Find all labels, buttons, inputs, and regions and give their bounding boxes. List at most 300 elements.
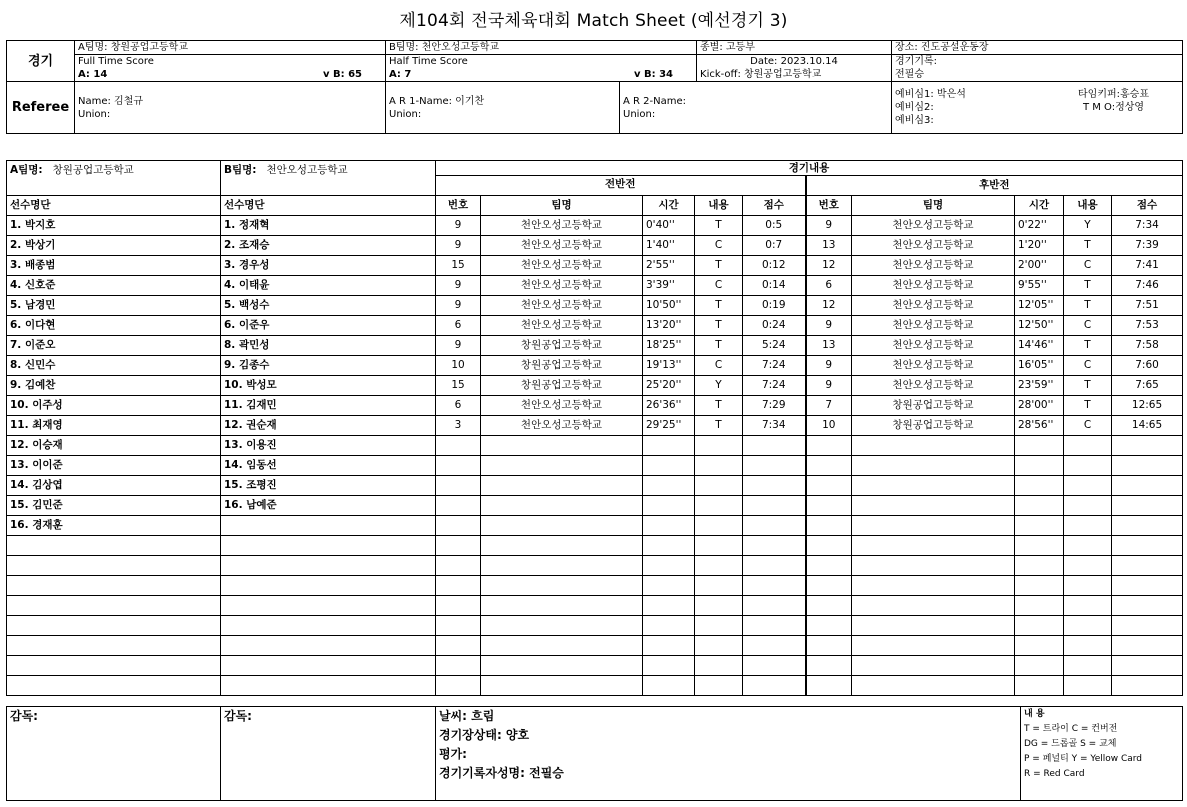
player-a: 8. 신민수	[7, 356, 221, 376]
event-score	[743, 456, 806, 476]
event-time: 12'05''	[1015, 296, 1064, 316]
date-kickoff	[697, 55, 892, 82]
event-time: 23'59''	[1015, 376, 1064, 396]
event-team: 천안오성고등학교	[481, 416, 643, 436]
event-team	[481, 596, 643, 616]
event-score	[743, 556, 806, 576]
event-team: 천안오성고등학교	[852, 236, 1015, 256]
event-num	[806, 616, 852, 636]
event-score	[743, 596, 806, 616]
table-row	[7, 216, 1183, 236]
event-type	[695, 596, 743, 616]
event-time	[1015, 476, 1064, 496]
event-score: 7:34	[743, 416, 806, 436]
event-type: T	[1064, 376, 1112, 396]
event-time	[1015, 656, 1064, 676]
full-time-a: A: 14	[78, 69, 108, 80]
event-type: C	[695, 236, 743, 256]
event-time	[643, 516, 695, 536]
player-b	[221, 636, 436, 656]
event-type: T	[695, 216, 743, 236]
event-type	[695, 536, 743, 556]
event-type	[1064, 556, 1112, 576]
event-score	[743, 656, 806, 676]
event-num	[436, 596, 481, 616]
event-time: 25'20''	[643, 376, 695, 396]
tmo: T M O:정상영	[1082, 102, 1145, 113]
player-b	[221, 616, 436, 636]
event-num: 9	[436, 236, 481, 256]
reserve-1: 예비심1: 박은석	[895, 89, 966, 100]
player-b	[221, 676, 436, 696]
event-num	[806, 576, 852, 596]
event-score	[743, 436, 806, 456]
event-time	[1015, 576, 1064, 596]
table-row	[7, 536, 1183, 556]
team-b-title: 천안오성고등학교	[266, 164, 348, 176]
event-time	[643, 536, 695, 556]
event-num: 13	[806, 236, 852, 256]
full-time-b: v B: 65	[322, 69, 362, 80]
event-num	[806, 536, 852, 556]
kickoff: Kick-off: 창원공업고등학교	[700, 69, 822, 80]
match-date: Date: 2023.10.14	[750, 56, 838, 67]
team-a-title: 창원공업고등학교	[52, 164, 134, 176]
event-num: 9	[806, 316, 852, 336]
event-team	[852, 456, 1015, 476]
event-team	[852, 676, 1015, 696]
coach-b: 감독:	[221, 707, 436, 801]
event-time	[643, 636, 695, 656]
event-num: 9	[436, 276, 481, 296]
event-score: 7:46	[1112, 276, 1183, 296]
event-team: 천안오성고등학교	[852, 216, 1015, 236]
event-num: 10	[436, 356, 481, 376]
referee-name: Name: 김철규	[78, 95, 144, 107]
legend	[1021, 707, 1183, 801]
weather: 날씨: 흐림	[439, 709, 495, 723]
event-num	[806, 476, 852, 496]
event-num	[806, 436, 852, 456]
event-time: 0'40''	[643, 216, 695, 236]
event-type	[695, 636, 743, 656]
event-time	[1015, 436, 1064, 456]
event-team: 천안오성고등학교	[852, 336, 1015, 356]
ar2-name: A R 2-Name:	[623, 95, 686, 107]
player-a: 5. 남경민	[7, 296, 221, 316]
event-type: C	[695, 276, 743, 296]
player-a: 14. 김상엽	[7, 476, 221, 496]
event-score: 7:53	[1112, 316, 1183, 336]
event-team	[481, 616, 643, 636]
event-num: 6	[806, 276, 852, 296]
table-row	[7, 476, 1183, 496]
recorder	[892, 55, 1183, 82]
event-type: Y	[695, 376, 743, 396]
event-score	[1112, 476, 1183, 496]
player-b: 15. 조평진	[221, 476, 436, 496]
event-team: 천안오성고등학교	[852, 316, 1015, 336]
event-score: 7:24	[743, 356, 806, 376]
event-time	[1015, 456, 1064, 476]
team-a-name: A팀명: 창원공업고등학교	[75, 41, 386, 55]
player-a	[7, 576, 221, 596]
event-time	[643, 676, 695, 696]
event-time	[643, 436, 695, 456]
event-time: 19'13''	[643, 356, 695, 376]
event-type: C	[1064, 256, 1112, 276]
event-score: 7:34	[1112, 216, 1183, 236]
event-num: 12	[806, 296, 852, 316]
player-b: 2. 조재승	[221, 236, 436, 256]
event-time: 10'50''	[643, 296, 695, 316]
event-type	[695, 576, 743, 596]
player-a: 13. 이이준	[7, 456, 221, 476]
column-header-type: 내용	[1064, 196, 1112, 216]
page-title: 제104회 전국체육대회 Match Sheet (예선경기 3)	[399, 11, 788, 31]
table-row	[7, 656, 1183, 676]
event-time	[1015, 516, 1064, 536]
event-num	[806, 556, 852, 576]
event-time	[1015, 636, 1064, 656]
table-row	[7, 276, 1183, 296]
column-header-team: 팀명	[481, 196, 643, 216]
event-num	[436, 456, 481, 476]
event-score: 0:14	[743, 276, 806, 296]
full-time-score	[75, 55, 386, 82]
event-time	[643, 456, 695, 476]
player-a: 16. 경재훈	[7, 516, 221, 536]
event-type	[695, 556, 743, 576]
player-b: 16. 남예준	[221, 496, 436, 516]
event-time: 14'46''	[1015, 336, 1064, 356]
event-type	[695, 656, 743, 676]
event-num: 9	[436, 296, 481, 316]
event-type	[1064, 476, 1112, 496]
player-b	[221, 556, 436, 576]
event-type	[1064, 656, 1112, 676]
event-num: 13	[806, 336, 852, 356]
event-num	[806, 496, 852, 516]
player-a	[7, 656, 221, 676]
event-time	[1015, 556, 1064, 576]
event-num	[436, 676, 481, 696]
event-team: 창원공업고등학교	[481, 376, 643, 396]
event-num	[436, 636, 481, 656]
event-score	[743, 516, 806, 536]
half-time-b: v B: 34	[633, 69, 674, 80]
event-num: 15	[436, 256, 481, 276]
event-team	[852, 596, 1015, 616]
column-header-time: 시간	[1015, 196, 1064, 216]
table-row	[7, 516, 1183, 536]
event-num: 7	[806, 396, 852, 416]
event-time: 28'56''	[1015, 416, 1064, 436]
half-time-score	[386, 55, 697, 82]
event-team	[852, 636, 1015, 656]
event-num	[436, 476, 481, 496]
event-score: 0:5	[743, 216, 806, 236]
player-b: 6. 이준우	[221, 316, 436, 336]
player-a: 6. 이다현	[7, 316, 221, 336]
table-row	[7, 256, 1183, 276]
player-b: 12. 권순재	[221, 416, 436, 436]
event-score	[743, 576, 806, 596]
column-header-type: 내용	[695, 196, 743, 216]
player-b: 3. 경우성	[221, 256, 436, 276]
event-num: 3	[436, 416, 481, 436]
event-num	[806, 636, 852, 656]
player-a	[7, 616, 221, 636]
event-type: T	[695, 256, 743, 276]
table-row	[7, 356, 1183, 376]
table-row	[7, 596, 1183, 616]
player-b: 4. 이태윤	[221, 276, 436, 296]
event-num: 6	[436, 316, 481, 336]
event-team: 천안오성고등학교	[481, 276, 643, 296]
player-a: 15. 김민준	[7, 496, 221, 516]
event-team: 창원공업고등학교	[481, 356, 643, 376]
event-num	[436, 556, 481, 576]
match-conditions	[436, 707, 1021, 801]
event-team: 창원공업고등학교	[481, 336, 643, 356]
event-time: 1'20''	[1015, 236, 1064, 256]
event-num: 10	[806, 416, 852, 436]
event-type	[1064, 456, 1112, 476]
half-time-a: A: 7	[389, 69, 412, 80]
event-type: T	[1064, 336, 1112, 356]
event-score	[1112, 496, 1183, 516]
half-time-label: Half Time Score	[389, 56, 468, 67]
footer-table	[6, 706, 1183, 801]
event-score: 7:29	[743, 396, 806, 416]
event-type	[1064, 676, 1112, 696]
category: 종별: 고등부	[697, 41, 892, 55]
field-condition: 경기장상태: 양호	[439, 728, 530, 742]
event-type: T	[695, 316, 743, 336]
event-num	[436, 656, 481, 676]
coach-a: 감독:	[7, 707, 221, 801]
legend-line-4: R = Red Card	[1024, 769, 1085, 779]
event-team	[481, 496, 643, 516]
event-num: 9	[806, 216, 852, 236]
team-b-name: B팀명: 천안오성고등학교	[386, 41, 697, 55]
legend-line-3: P = 페널티 Y = Yellow Card	[1024, 754, 1143, 764]
event-score: 7:24	[743, 376, 806, 396]
column-header-num: 번호	[436, 196, 481, 216]
table-row	[7, 396, 1183, 416]
event-score: 7:58	[1112, 336, 1183, 356]
referee-label: Referee	[7, 82, 75, 134]
match-table	[6, 160, 1183, 696]
event-type	[695, 496, 743, 516]
event-num: 6	[436, 396, 481, 416]
column-header-score: 점수	[1112, 196, 1183, 216]
reserve-3: 예비심3:	[895, 115, 934, 126]
event-type	[1064, 516, 1112, 536]
team-a-header	[7, 161, 221, 196]
player-b: 9. 김종수	[221, 356, 436, 376]
recorder-signature: 경기기록자성명: 전필승	[439, 766, 564, 780]
event-score: 7:60	[1112, 356, 1183, 376]
player-a	[7, 676, 221, 696]
event-team	[852, 576, 1015, 596]
event-time: 13'20''	[643, 316, 695, 336]
table-row	[7, 456, 1183, 476]
event-team	[481, 656, 643, 676]
event-team: 천안오성고등학교	[852, 256, 1015, 276]
event-score: 7:51	[1112, 296, 1183, 316]
event-time: 3'39''	[643, 276, 695, 296]
ar1-name: A R 1-Name: 이기찬	[389, 95, 485, 107]
player-a: 1. 박지호	[7, 216, 221, 236]
event-num	[436, 576, 481, 596]
event-time: 9'55''	[1015, 276, 1064, 296]
column-header-time: 시간	[643, 196, 695, 216]
event-team	[481, 516, 643, 536]
event-num	[806, 596, 852, 616]
player-a	[7, 636, 221, 656]
player-a	[7, 596, 221, 616]
event-score	[743, 496, 806, 516]
event-type: T	[1064, 236, 1112, 256]
event-team: 천안오성고등학교	[481, 296, 643, 316]
event-score	[1112, 556, 1183, 576]
event-time	[643, 496, 695, 516]
player-a: 7. 이준오	[7, 336, 221, 356]
player-a: 11. 최재영	[7, 416, 221, 436]
player-a	[7, 536, 221, 556]
event-score: 7:41	[1112, 256, 1183, 276]
roster-header-b: 선수명단	[221, 196, 436, 216]
legend-title: 내 용	[1024, 709, 1045, 719]
event-team: 천안오성고등학교	[481, 316, 643, 336]
event-num	[436, 516, 481, 536]
referee-union: Union:	[78, 108, 111, 120]
event-num	[806, 516, 852, 536]
event-team	[481, 476, 643, 496]
evaluation: 평가:	[439, 747, 467, 761]
player-a: 10. 이주성	[7, 396, 221, 416]
event-time	[1015, 536, 1064, 556]
officials-info	[892, 82, 1183, 134]
column-header-num: 번호	[806, 196, 852, 216]
event-score	[743, 536, 806, 556]
event-score: 0:19	[743, 296, 806, 316]
event-type	[1064, 616, 1112, 636]
event-num	[806, 456, 852, 476]
event-score	[1112, 516, 1183, 536]
table-row	[7, 236, 1183, 256]
player-b: 13. 이용진	[221, 436, 436, 456]
event-time	[1015, 616, 1064, 636]
team-a-label: A팀명:	[10, 164, 43, 176]
table-row	[7, 376, 1183, 396]
event-type: C	[695, 356, 743, 376]
event-num	[806, 676, 852, 696]
event-team	[852, 436, 1015, 456]
event-score	[1112, 616, 1183, 636]
table-row	[7, 556, 1183, 576]
table-row	[7, 496, 1183, 516]
event-num: 9	[806, 356, 852, 376]
event-score	[743, 636, 806, 656]
event-time	[643, 576, 695, 596]
table-row	[7, 316, 1183, 336]
table-row	[7, 576, 1183, 596]
table-row	[7, 616, 1183, 636]
player-a: 9. 김예찬	[7, 376, 221, 396]
team-b-label: B팀명:	[224, 164, 257, 176]
timekeeper: 타임키퍼:홍승표	[1078, 89, 1150, 100]
column-header-team: 팀명	[852, 196, 1015, 216]
event-score: 5:24	[743, 336, 806, 356]
event-time: 2'55''	[643, 256, 695, 276]
event-type: C	[1064, 356, 1112, 376]
event-time	[643, 476, 695, 496]
player-b: 11. 김재민	[221, 396, 436, 416]
event-time: 1'40''	[643, 236, 695, 256]
event-type: T	[695, 336, 743, 356]
event-num: 9	[806, 376, 852, 396]
player-b: 5. 백성수	[221, 296, 436, 316]
event-team: 천안오성고등학교	[852, 376, 1015, 396]
reserve-2: 예비심2:	[895, 102, 934, 113]
event-team	[852, 516, 1015, 536]
event-team: 천안오성고등학교	[481, 256, 643, 276]
event-score: 12:65	[1112, 396, 1183, 416]
event-score: 14:65	[1112, 416, 1183, 436]
ar2-info	[620, 82, 892, 134]
player-b	[221, 536, 436, 556]
ar2-union: Union:	[623, 108, 656, 120]
event-score: 0:24	[743, 316, 806, 336]
event-team	[852, 556, 1015, 576]
event-type	[1064, 596, 1112, 616]
table-row	[7, 416, 1183, 436]
event-time: 28'00''	[1015, 396, 1064, 416]
event-team	[481, 556, 643, 576]
player-b	[221, 596, 436, 616]
venue: 장소: 진도공설운동장	[892, 41, 1183, 55]
table-row	[7, 436, 1183, 456]
legend-line-1: T = 트라이 C = 컨버전	[1024, 724, 1118, 734]
event-score	[1112, 596, 1183, 616]
event-score	[743, 676, 806, 696]
event-type	[1064, 436, 1112, 456]
event-num	[436, 436, 481, 456]
player-a: 3. 배종범	[7, 256, 221, 276]
event-type	[695, 476, 743, 496]
roster-header-a: 선수명단	[7, 196, 221, 216]
event-team	[481, 636, 643, 656]
player-a: 2. 박상기	[7, 236, 221, 256]
event-time	[1015, 596, 1064, 616]
event-type	[695, 456, 743, 476]
event-type	[695, 676, 743, 696]
event-num: 15	[436, 376, 481, 396]
second-half-label: 후반전	[806, 176, 1183, 196]
event-time: 29'25''	[643, 416, 695, 436]
event-team: 창원공업고등학교	[852, 416, 1015, 436]
table-row	[7, 296, 1183, 316]
player-b	[221, 516, 436, 536]
event-time: 12'50''	[1015, 316, 1064, 336]
table-row	[7, 636, 1183, 656]
event-team	[481, 676, 643, 696]
header-table	[6, 40, 1183, 134]
event-time	[1015, 496, 1064, 516]
